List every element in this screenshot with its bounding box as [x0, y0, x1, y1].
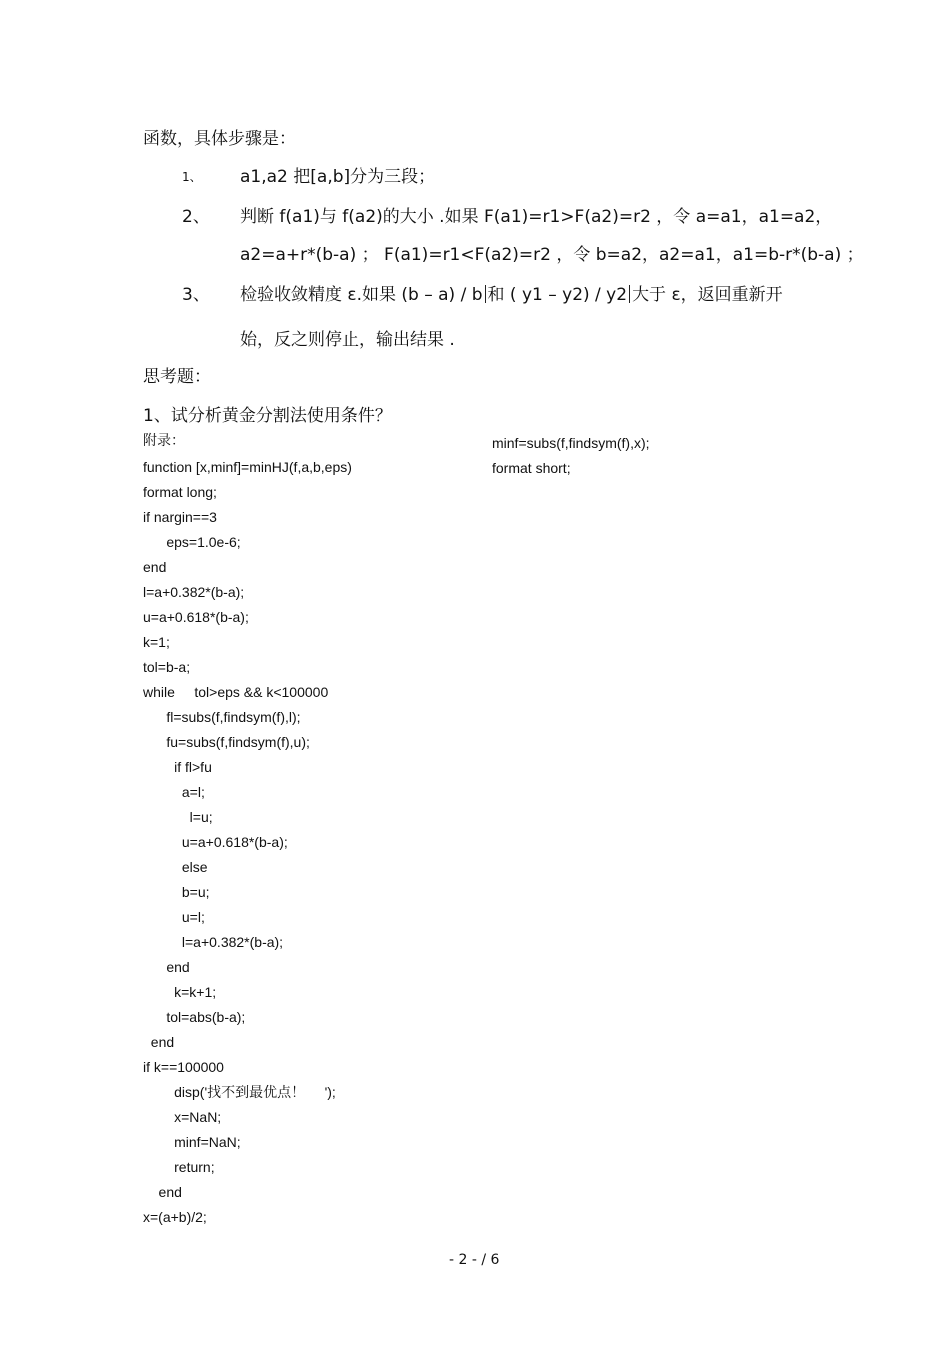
- code-line: end: [143, 559, 167, 575]
- code-line: minf=NaN;: [143, 1134, 241, 1150]
- code-line: tol=abs(b-a);: [143, 1009, 246, 1025]
- code-line: l=a+0.382*(b-a);: [143, 584, 245, 600]
- code-line: k=k+1;: [143, 984, 217, 1000]
- code-line: return;: [143, 1159, 215, 1175]
- step-2-number: 2、: [182, 207, 210, 227]
- code-line: format short;: [492, 460, 571, 476]
- code-line: b=u;: [143, 884, 210, 900]
- code-line: if fl>fu: [143, 759, 212, 775]
- code-line: tol=b-a;: [143, 659, 191, 675]
- code-line: a=l;: [143, 784, 205, 800]
- step-3-part-3: 大于 ε，返回重新开: [632, 285, 783, 305]
- code-right-column: [492, 431, 650, 481]
- code-line: u=l;: [143, 909, 205, 925]
- code-line: fl=subs(f,findsym(f),l);: [143, 709, 301, 725]
- code-left-column: [143, 455, 352, 1230]
- step-1-text: a1,a2 把[a,b]分为三段；: [240, 167, 436, 187]
- text-cursor: [629, 285, 630, 303]
- code-line: while tol>eps && k<100000: [143, 684, 329, 700]
- code-line: end: [143, 959, 190, 975]
- code-line: function [x,minf]=minHJ(f,a,b,eps): [143, 459, 352, 475]
- code-line: l=u;: [143, 809, 213, 825]
- step-2-line-1: 判断 f(a1)与 f(a2)的大小 .如果 F(a1)=r1>F(a2)=r2 ，令 a=a1，a1=a2，: [240, 207, 833, 227]
- step-3-part-2: 和 ( y1 – y2) / y2: [487, 285, 628, 305]
- code-line: minf=subs(f,findsym(f),x);: [492, 435, 650, 451]
- code-line: if k==100000: [143, 1059, 224, 1075]
- code-line: u=a+0.618*(b-a);: [143, 834, 288, 850]
- code-line: end: [143, 1034, 175, 1050]
- step-3-line-2: 始，反之则停止，输出结果 .: [240, 330, 455, 350]
- appendix-label: 附录：: [143, 432, 185, 448]
- code-line: fu=subs(f,findsym(f),u);: [143, 734, 310, 750]
- intro-text: 函数，具体步骤是：: [143, 129, 296, 149]
- code-line: disp('找不到最优点！ ');: [143, 1084, 336, 1100]
- code-line: l=a+0.382*(b-a);: [143, 934, 284, 950]
- step-3-line-1: [240, 280, 783, 305]
- text-cursor: [485, 285, 486, 303]
- step-3-number: 3、: [182, 285, 210, 305]
- code-line: else: [143, 859, 208, 875]
- step-2-line-2: a2=a+r*(b-a) ； F(a1)=r1<F(a2)=r2 ，令 b=a2，a2=a1，a1=b-r*(b-a) ；: [240, 245, 864, 265]
- think-heading: 思考题：: [143, 367, 211, 387]
- code-line: x=(a+b)/2;: [143, 1209, 207, 1225]
- code-line: x=NaN;: [143, 1109, 222, 1125]
- code-line: if nargin==3: [143, 509, 217, 525]
- code-line: u=a+0.618*(b-a);: [143, 609, 249, 625]
- code-line: end: [143, 1184, 182, 1200]
- code-line: k=1;: [143, 634, 170, 650]
- code-line: eps=1.0e-6;: [143, 534, 241, 550]
- code-line: format long;: [143, 484, 217, 500]
- step-1-number: 1、: [182, 170, 202, 184]
- page-number: - 2 - / 6: [449, 1252, 500, 1268]
- step-3-part-1: 检验收敛精度 ε.如果 (b – a) / b: [240, 285, 483, 305]
- question-1: 1、试分析黄金分割法使用条件？: [143, 406, 392, 426]
